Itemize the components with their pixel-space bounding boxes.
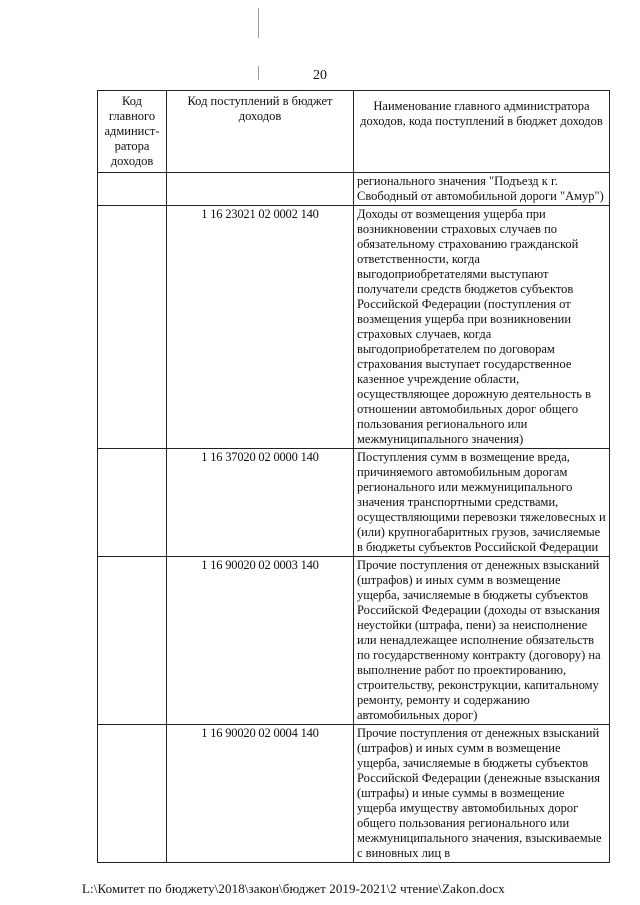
revenue-code-cell: 1 16 37020 02 0000 140 <box>167 449 354 557</box>
admin-code-cell <box>98 557 167 725</box>
table-row <box>98 725 610 863</box>
revenue-name-cell: Прочие поступления от денежных взысканий (штрафов) и иных сумм в возмещение ущерба, зачисляемые в бюджеты субъектов Российской Федерации (денежные взыскания (штрафы) и иные суммы в возмещение ущерба имуществу автомобильных дорог общего пользования регионального или межмуниципального значения, взыскиваемые с виновных лиц в <box>354 725 610 863</box>
revenue-code-cell: 1 16 90020 02 0003 140 <box>167 557 354 725</box>
revenue-name-cell: Прочие поступления от денежных взысканий (штрафов) и иных сумм в возмещение ущерба, зачисляемые в бюджеты субъектов Российской Федерации (доходы от взыскания неустойки (штрафа, пени) за неисполнение или ненадлежащее исполнение обязательств по государственному контракту (договору) на выполнение работ по проектированию, строительству, реконструкции, капитальному ремонту, ремонту и содержанию автомобильных дорог) <box>354 557 610 725</box>
header-admin-code: Код главного админист-ратора доходов <box>98 91 167 173</box>
table-row <box>98 449 610 557</box>
footer-file-path: L:\Комитет по бюджету\2018\закон\бюджет 2019-2021\2 чтение\Zakon.docx <box>82 881 505 896</box>
revenue-code-cell: 1 16 23021 02 0002 140 <box>167 206 354 449</box>
scan-artifact-line <box>258 8 259 38</box>
revenue-codes-table <box>97 90 610 863</box>
admin-code-cell <box>98 206 167 449</box>
admin-code-cell <box>98 449 167 557</box>
table-row <box>98 557 610 725</box>
admin-code-cell <box>98 173 167 206</box>
table-row <box>98 173 610 206</box>
table-row <box>98 206 610 449</box>
revenue-code-cell: 1 16 90020 02 0004 140 <box>167 725 354 863</box>
revenue-name-cell: Поступления сумм в возмещение вреда, причиняемого автомобильным дорогам регионального или межмуниципального значения транспортными средствами, осуществляющими перевозки тяжеловесных и (или) крупногабаритных грузов, зачисляемые в бюджеты субъектов Российской Федерации <box>354 449 610 557</box>
page-number: 20 <box>313 68 327 83</box>
header-revenue-code: Код поступлений в бюджет доходов <box>167 91 354 173</box>
revenue-code-cell <box>167 173 354 206</box>
header-admin-name: Наименование главного администратора доходов, кода поступлений в бюджет доходов <box>354 91 610 173</box>
revenue-name-cell: Доходы от возмещения ущерба при возникновении страховых случаев по обязательному страхованию гражданской ответственности, когда выгодоприобретателями выступают получатели средств бюджетов субъектов Российской Федерации (поступления от возмещения ущерба при возникновении страховых случаев, когда выгодоприобретателем по договорам страхования выступает государственное казенное учреждение области, осуществляющее дорожную деятельность в отношении автомобильных дорог общего пользования регионального или межмуниципального значения) <box>354 206 610 449</box>
table-header-row <box>98 91 610 173</box>
admin-code-cell <box>98 725 167 863</box>
revenue-name-cell: регионального значения "Подъезд к г. Свободный от автомобильной дороги "Амур") <box>354 173 610 206</box>
